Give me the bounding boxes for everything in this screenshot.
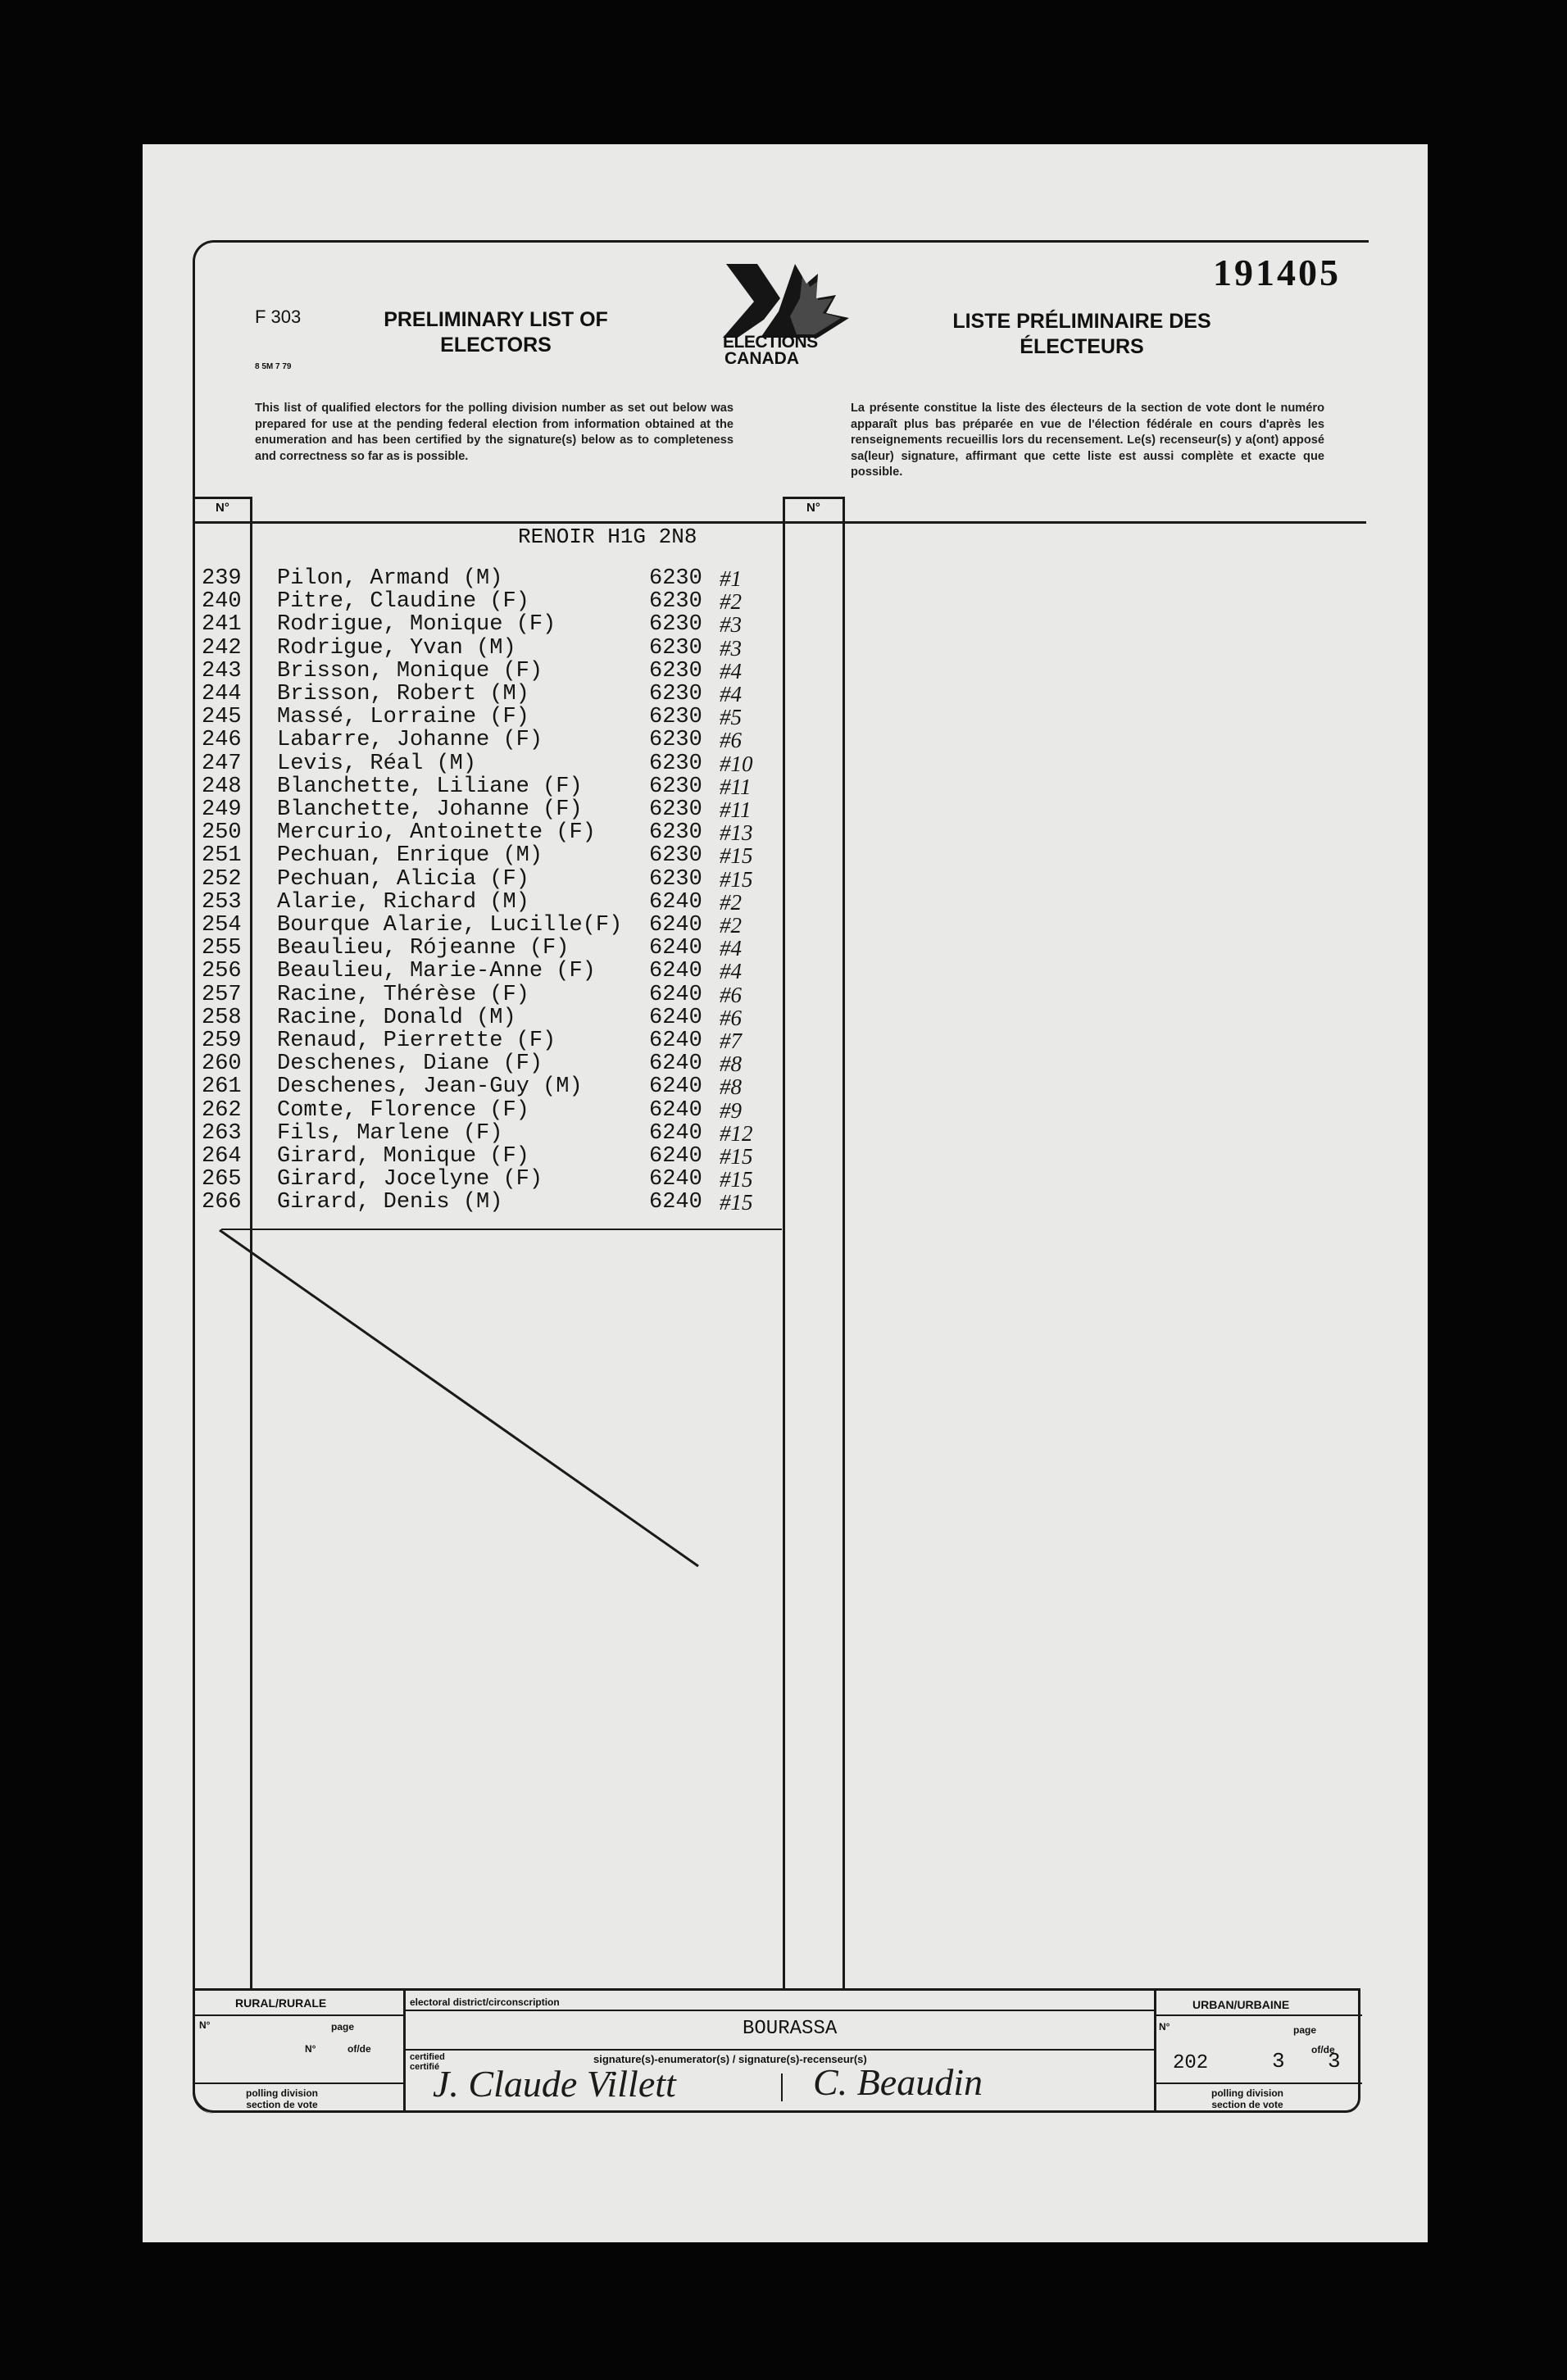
poll-section: #11 <box>720 797 752 822</box>
urban-polling-label: polling division section de vote <box>1211 2087 1283 2110</box>
header-right-top <box>785 497 844 499</box>
district-label: electoral district/circonscription <box>410 1996 560 2008</box>
elector-number: 242 <box>202 635 242 661</box>
elector-name: Rodrigue, Monique (F) <box>277 612 556 638</box>
elector-row <box>202 775 784 798</box>
elector-name: Beaulieu, Marie-Anne (F) <box>277 959 596 984</box>
elector-number: 258 <box>202 1005 242 1030</box>
form-number: F 303 <box>255 307 302 327</box>
poll-section: #2 <box>720 889 742 915</box>
elector-name: Blanchette, Johanne (F) <box>277 797 583 822</box>
elector-name: Blanchette, Liliane (F) <box>277 774 583 799</box>
elector-name: Brisson, Robert (M) <box>277 682 529 706</box>
serial-number: 191405 <box>1213 252 1341 293</box>
elector-name: Mercurio, Antoinette (F) <box>277 820 596 846</box>
elector-number: 245 <box>202 705 242 730</box>
elector-number: 246 <box>202 728 242 753</box>
elections-canada-logo <box>721 262 861 377</box>
postal-code: 6240 <box>649 1190 702 1215</box>
postal-code: 6240 <box>649 1097 702 1123</box>
elector-number: 261 <box>202 1074 242 1100</box>
footer-cert-line <box>405 2049 1156 2051</box>
elector-name: Levis, Réal (M) <box>277 751 477 776</box>
postal-code: 6230 <box>649 820 702 846</box>
postal-code: 6240 <box>649 1120 702 1146</box>
postal-code: 6230 <box>649 705 702 730</box>
footer-district-line <box>405 2010 1156 2011</box>
elector-row <box>202 891 784 914</box>
elector-name: Racine, Thérèse (F) <box>277 982 529 1007</box>
postal-code: 6240 <box>649 959 702 984</box>
elector-row <box>202 590 784 613</box>
rural-no-label: N° <box>199 2019 211 2031</box>
postal-code: 6240 <box>649 889 702 915</box>
elector-name: Girard, Jocelyne (F) <box>277 1167 543 1192</box>
elector-row <box>202 1075 784 1098</box>
elector-name: Deschenes, Diane (F) <box>277 1051 543 1077</box>
district-value: BOURASSA <box>743 2018 838 2040</box>
logo-text-1: ELECTIONS <box>723 333 818 352</box>
table-top-line <box>193 521 1366 524</box>
elector-row <box>202 1168 784 1191</box>
poll-section: #13 <box>720 820 753 846</box>
elector-row <box>202 706 784 729</box>
poll-section: #5 <box>720 705 742 730</box>
elector-name: Brisson, Monique (F) <box>277 658 543 684</box>
rural-of-label: of/de <box>347 2043 371 2055</box>
rural-polling-label: polling division section de vote <box>246 2087 318 2110</box>
postal-code: 6240 <box>649 1005 702 1030</box>
postal-code: 6230 <box>649 728 702 753</box>
elector-number: 260 <box>202 1051 242 1077</box>
elector-name: Racine, Donald (M) <box>277 1005 516 1030</box>
elector-number: 255 <box>202 936 242 961</box>
footer-rural-bottom <box>193 2082 404 2084</box>
rural-no-label-2: N° <box>305 2043 316 2055</box>
poll-section: #6 <box>720 1005 742 1030</box>
elector-row <box>202 752 784 775</box>
certified-label: certified certifié <box>410 2052 445 2072</box>
elector-row <box>202 821 784 844</box>
poll-section: #15 <box>720 1144 753 1169</box>
elector-row <box>202 937 784 960</box>
elector-number: 254 <box>202 913 242 938</box>
postal-code: 6240 <box>649 982 702 1007</box>
strike-diagonal <box>213 1225 705 1578</box>
signature-label: signature(s)-enumerator(s) / signature(s)-recenseur(s) <box>593 2053 867 2065</box>
elector-row <box>202 1006 784 1029</box>
elector-number: 259 <box>202 1029 242 1053</box>
urban-page-label: page <box>1293 2024 1317 2036</box>
intro-fr: La présente constitue la liste des électeurs de la section de vote dont le numéro apparaît plus bas préparée en vue de l'élection fédérale en cours d'après les renseignements recueillis lors du recensement. Le(s) recenseur(s) y a(ont) apposé sa(leur) signature, affirmant que cette liste est aussi complète et exacte que possible. <box>851 402 1324 479</box>
elector-row <box>202 567 784 590</box>
urban-no-value: 202 <box>1173 2052 1209 2074</box>
elector-number: 251 <box>202 843 242 869</box>
elector-row <box>202 1099 784 1122</box>
elector-number: 257 <box>202 982 242 1007</box>
poll-section: #15 <box>720 1167 753 1192</box>
poll-section: #15 <box>720 866 753 892</box>
postal-code: 6240 <box>649 1144 702 1169</box>
poll-section: #11 <box>720 774 752 799</box>
elector-row <box>202 1052 784 1075</box>
elector-row <box>202 983 784 1006</box>
urban-label: URBAN/URBAINE <box>1192 1998 1290 2011</box>
postal-code: 6230 <box>649 635 702 661</box>
poll-section: #4 <box>720 936 742 961</box>
elector-name: Massé, Lorraine (F) <box>277 705 529 730</box>
elector-name: Bourque Alarie, Lucille(F) <box>277 913 623 938</box>
urban-of-value: 3 <box>1328 2049 1341 2073</box>
elector-name: Labarre, Johanne (F) <box>277 728 543 753</box>
postal-code: 6230 <box>649 658 702 684</box>
poll-section: #4 <box>720 959 742 984</box>
elector-row <box>202 637 784 660</box>
postal-code: 6230 <box>649 589 702 615</box>
elector-name: Alarie, Richard (M) <box>277 889 529 915</box>
elector-name: Renaud, Pierrette (F) <box>277 1029 556 1053</box>
elector-name: Girard, Denis (M) <box>277 1190 503 1215</box>
elector-number: 249 <box>202 797 242 822</box>
elector-row <box>202 729 784 752</box>
signature-2: C. Beaudin <box>813 2061 983 2103</box>
elector-name: Pitre, Claudine (F) <box>277 589 529 615</box>
elector-number: 243 <box>202 658 242 684</box>
footer-div-1 <box>403 1988 406 2113</box>
intro-en: This list of qualified electors for the polling division number as set out below was prepared for use at the pending federal election from information obtained at the enumeration and has been certified by the signature(s) below as to completeness and correctness so far as is possible. <box>255 402 734 463</box>
poll-section: #15 <box>720 843 753 869</box>
elector-number: 250 <box>202 820 242 846</box>
poll-section: #1 <box>720 566 742 591</box>
elector-number: 239 <box>202 566 242 591</box>
postal-code: 6240 <box>649 936 702 961</box>
poll-section: #3 <box>720 612 742 638</box>
elector-row <box>202 798 784 821</box>
elector-name: Pechuan, Enrique (M) <box>277 843 543 869</box>
postal-code: 6230 <box>649 612 702 638</box>
elector-row <box>202 844 784 867</box>
col-divider-3 <box>843 497 845 1990</box>
urban-no-label: N° <box>1159 2021 1170 2033</box>
elector-name: Pilon, Armand (M) <box>277 566 503 591</box>
elector-number: 262 <box>202 1097 242 1123</box>
poll-section: #6 <box>720 982 742 1007</box>
postal-code: 6230 <box>649 843 702 869</box>
postal-code: 6240 <box>649 913 702 938</box>
postal-code: 6230 <box>649 566 702 591</box>
elector-name: Girard, Monique (F) <box>277 1144 529 1169</box>
elector-row <box>202 960 784 983</box>
elector-number: 256 <box>202 959 242 984</box>
elector-row <box>202 1191 784 1214</box>
signature-sep <box>781 2073 783 2101</box>
postal-code: 6230 <box>649 682 702 706</box>
header-left-top <box>193 497 252 499</box>
poll-section: #15 <box>720 1190 753 1215</box>
poll-section: #4 <box>720 682 742 706</box>
elector-number: 266 <box>202 1190 242 1215</box>
elector-number: 247 <box>202 751 242 776</box>
footer-div-2 <box>1154 1988 1156 2113</box>
elector-row <box>202 1145 784 1168</box>
footer-rural-line <box>193 2014 404 2016</box>
poll-section: #2 <box>720 913 742 938</box>
elector-number: 241 <box>202 612 242 638</box>
no-header-left: N° <box>216 501 229 515</box>
postal-code: 6240 <box>649 1167 702 1192</box>
poll-section: #12 <box>720 1120 753 1146</box>
poll-section: #8 <box>720 1051 742 1077</box>
poll-section: #2 <box>720 589 742 615</box>
street-heading: RENOIR H1G 2N8 <box>518 525 697 549</box>
postal-code: 6240 <box>649 1074 702 1100</box>
elector-name: Beaulieu, Rójeanne (F) <box>277 936 570 961</box>
title-en: PRELIMINARY LIST OF ELECTORS <box>384 308 608 357</box>
no-header-right: N° <box>806 501 820 515</box>
elector-row <box>202 1122 784 1145</box>
poll-section: #8 <box>720 1074 742 1100</box>
postal-code: 6240 <box>649 1029 702 1053</box>
poll-section: #10 <box>720 751 753 776</box>
rural-label: RURAL/RURALE <box>235 1996 327 2010</box>
elector-number: 264 <box>202 1144 242 1169</box>
print-code: 8 5M 7 79 <box>255 362 292 371</box>
elector-row <box>202 914 784 937</box>
postal-code: 6230 <box>649 751 702 776</box>
elector-name: Rodrigue, Yvan (M) <box>277 635 516 661</box>
signature-1: J. Claude Villett <box>433 2063 676 2105</box>
elector-row <box>202 868 784 891</box>
elector-number: 248 <box>202 774 242 799</box>
elector-row <box>202 683 784 706</box>
poll-section: #4 <box>720 658 742 684</box>
elector-name: Pechuan, Alicia (F) <box>277 866 529 892</box>
rural-page-label: page <box>331 2021 355 2033</box>
poll-section: #3 <box>720 635 742 661</box>
elector-number: 263 <box>202 1120 242 1146</box>
urban-page-value: 3 <box>1272 2049 1285 2073</box>
postal-code: 6230 <box>649 866 702 892</box>
elector-row <box>202 613 784 636</box>
elector-number: 240 <box>202 589 242 615</box>
elector-number: 244 <box>202 682 242 706</box>
elector-name: Fils, Marlene (F) <box>277 1120 503 1146</box>
logo-text-2: CANADA <box>724 349 799 368</box>
elector-name: Deschenes, Jean-Guy (M) <box>277 1074 583 1100</box>
elector-row <box>202 660 784 683</box>
poll-section: #9 <box>720 1097 742 1123</box>
elector-number: 253 <box>202 889 242 915</box>
elector-name: Comte, Florence (F) <box>277 1097 529 1123</box>
poll-section: #6 <box>720 728 742 753</box>
footer-urban-bottom <box>1156 2082 1362 2084</box>
elector-number: 252 <box>202 866 242 892</box>
urban-of-label: of/de <box>1311 2044 1335 2055</box>
elector-number: 265 <box>202 1167 242 1192</box>
postal-code: 6230 <box>649 774 702 799</box>
postal-code: 6230 <box>649 797 702 822</box>
poll-section: #7 <box>720 1029 742 1053</box>
title-fr: LISTE PRÉLIMINAIRE DES ÉLECTEURS <box>952 310 1211 358</box>
elector-row <box>202 1029 784 1052</box>
footer-urban-line <box>1156 2014 1362 2016</box>
postal-code: 6240 <box>649 1051 702 1077</box>
